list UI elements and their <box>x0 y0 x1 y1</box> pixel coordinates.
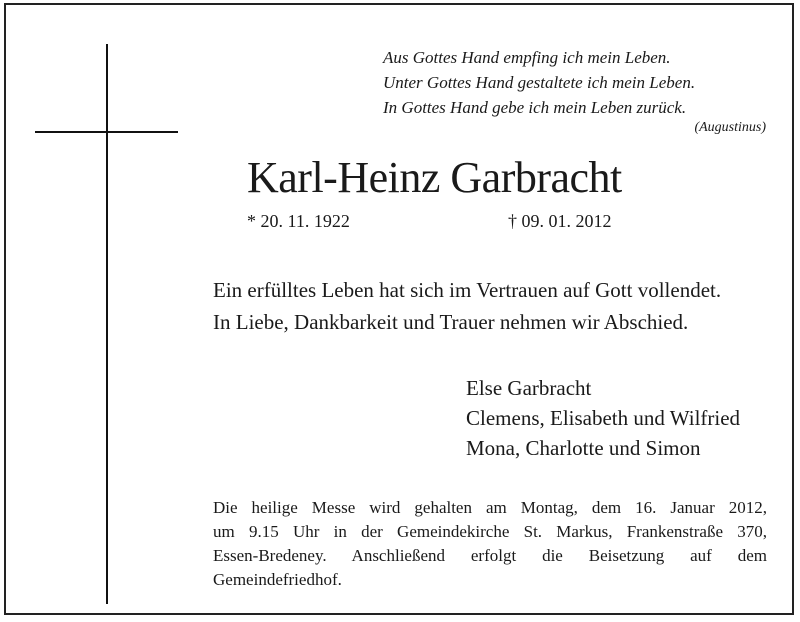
mourner-entry: Clemens, Elisabeth und Wilfried <box>466 406 741 430</box>
cross-vertical-bar <box>106 44 108 604</box>
service-line: Gemeindefriedhof. <box>213 570 342 589</box>
service-line: um 9.15 Uhr in der Gemeindekirche St. Markus, Frankenstraße 370, <box>213 522 767 541</box>
motto-line: Aus Gottes Hand empfing ich mein Leben. <box>383 48 671 67</box>
mourner-entry: Mona, Charlotte und Simon <box>466 436 701 460</box>
motto-line: In Gottes Hand gebe ich mein Leben zurück. <box>383 98 687 117</box>
mourners-list <box>466 373 740 463</box>
death-date: † 09. 01. 2012 <box>508 211 612 231</box>
farewell-line: In Liebe, Dankbarkeit und Trauer nehmen wir Abschied. <box>213 310 689 334</box>
birth-date: * 20. 11. 1922 <box>247 211 350 231</box>
farewell-text <box>213 274 721 338</box>
motto-author: (Augustinus) <box>694 120 766 135</box>
deceased-name: Karl-Heinz Garbracht <box>247 153 622 202</box>
cross-horizontal-bar <box>35 131 178 133</box>
motto-line: Unter Gottes Hand gestaltete ich mein Leben. <box>383 73 696 92</box>
service-line: Die heilige Messe wird gehalten am Montag, dem 16. Januar 2012, <box>213 498 767 517</box>
mourner-entry: Else Garbracht <box>466 376 592 400</box>
farewell-line: Ein erfülltes Leben hat sich im Vertrauen auf Gott vollendet. <box>213 278 722 302</box>
motto-quote <box>383 45 768 137</box>
service-announcement <box>213 496 767 592</box>
service-line: Essen-Bredeney. Anschließend erfolgt die Beisetzung auf dem <box>213 546 767 565</box>
